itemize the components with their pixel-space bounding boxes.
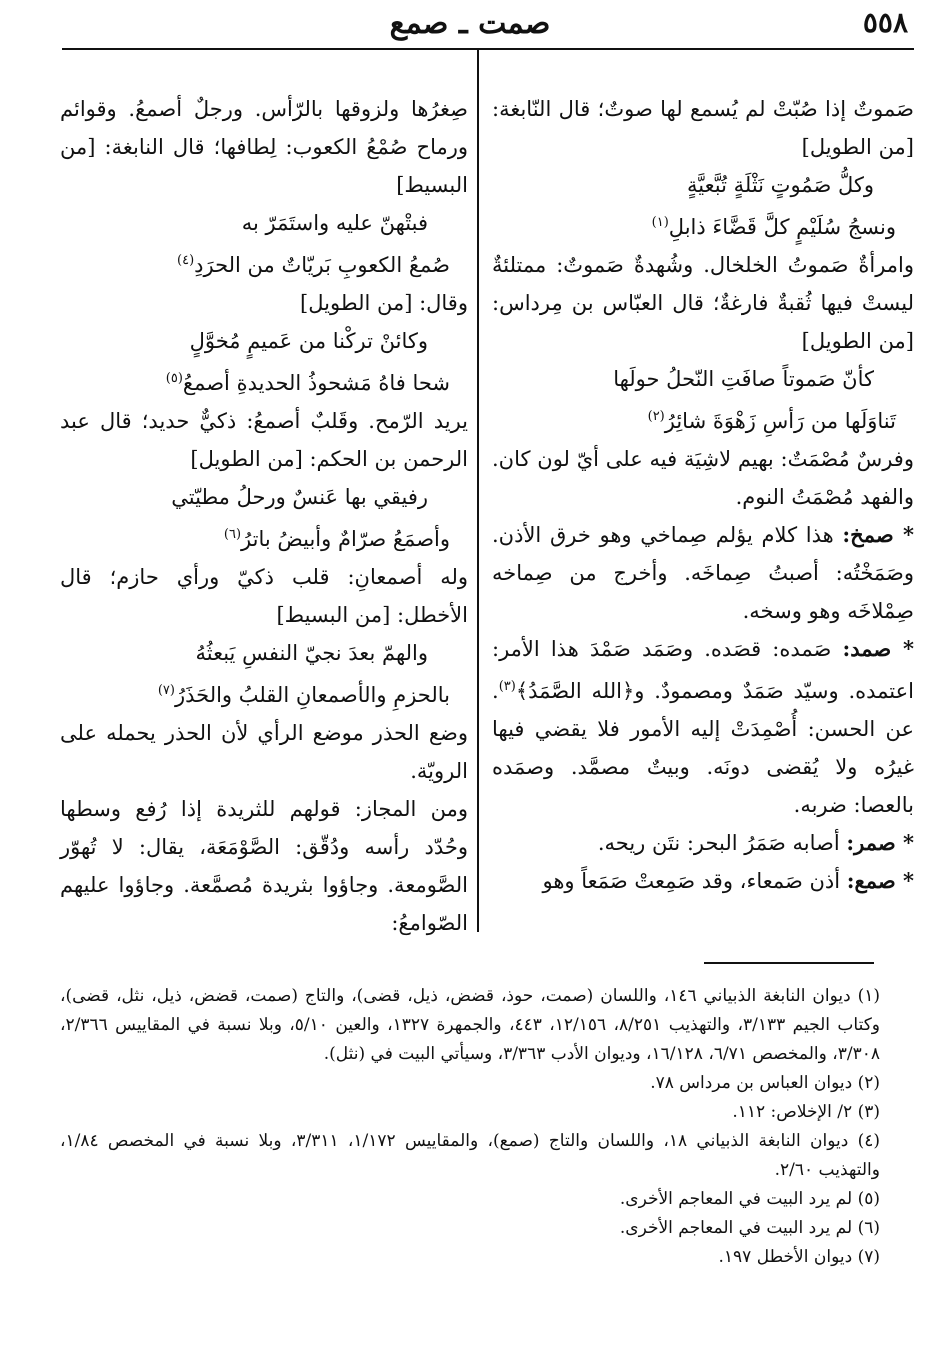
paragraph: وامرأةٌ صَموتُ الخلخال. وشُهدةٌ صَموتٌ: ممتلئةٌ ليستْ فيها ثُقبةٌ فارغةٌ؛ قال العبّاس بن مِرداس: [من الطويل]	[492, 253, 914, 353]
footnote-ref[interactable]: (١)	[651, 215, 669, 230]
left-column	[60, 90, 468, 942]
footnote: (٣) ٢/ الإخلاص: ١١٢.	[732, 1102, 880, 1122]
entry-samaa	[492, 862, 914, 900]
footnotes	[60, 982, 880, 1272]
paragraph: يريد الرّمح. وقَلبٌ أصمعُ: ذكيٌّ حديد؛ قال عبد الرحمن بن الحكم: [من الطويل]	[60, 409, 468, 471]
verse-line	[60, 516, 468, 558]
entry-headword: * صمد:	[842, 636, 914, 661]
footnote-ref[interactable]: (٤)	[177, 253, 195, 268]
footnote: (٥) لم يرد البيت في المعاجم الأخرى.	[619, 1189, 880, 1209]
verse-line: رفيقي بها عَنسٌ ورحلُ مطيّتي	[171, 485, 428, 509]
footnote-ref[interactable]: (٢)	[647, 409, 665, 424]
header-rule	[62, 48, 914, 50]
footnote: (٤) ديوان النابغة الذبياني ١٨، واللسان والتاج (صمع)، والمقاييس ١/١٧٢، ٣/٣١١، وبلا نسبة في المخصص ١/٨٤، والتهذيب ٢/٦٠.	[60, 1131, 880, 1180]
verse-text: ونسجُ سُلَيْمٍ كلَّ قَضَّاءَ ذابلِ	[668, 215, 896, 239]
footnote-ref[interactable]: (٦)	[223, 527, 242, 542]
verse-text: تَناوَلَها من رَأسِ زَهْوَةَ شائِرُ	[664, 409, 896, 433]
footnote: (٦) لم يرد البيت في المعاجم الأخرى.	[619, 1218, 880, 1238]
paragraph: صَموتٌ إذا صُبّتْ لم يُسمع لها صوتٌ؛ قال النّابغة: [من الطويل]	[492, 97, 914, 159]
entry-text: صَمده: قصَده. وصَمَد صَمْدَ هذا الأمر: اعتمده. وسيّد صَمَدٌ ومصمودٌ. و﴿الله الصَّمَدُ﴾	[492, 637, 914, 703]
verse-line: وكلُّ صَمُوتٍ نَثْلَةٍ تُبَّعيَّةٍ	[687, 173, 874, 197]
footnote: (١) ديوان النابغة الذبياني ١٤٦، واللسان (صمت، حوذ، قضض، ذيل، قضى)، والتاج (صمت، قضض، ذيل، نثل، قضى)، وكتاب الجيم ٣/١٣٣، والتهذيب ٨/٢٥١، ١٢/١٥٦، ٤٤٣، والجمهرة ١٣٢٧، والعين ٥/١٠، وبلا نسبة في المقاييس ٢/٣٦٦، ٣/٣٠٨، والمخصص ٦/٧١، ١٦/١٢٨، وديوان الأدب ٣/٣٦٣، وسيأتي البيت في (نثل).	[60, 986, 881, 1064]
verse-line	[60, 672, 468, 714]
verse-line	[492, 204, 914, 246]
verse-line: وكائنْ تركْنا من عَميمٍ مُخوَّلٍ	[189, 329, 428, 353]
footnote-separator	[704, 962, 874, 964]
verse-line	[492, 398, 914, 440]
paragraph: وفرسٌ مُصْمَتٌ: بهيم لاشِيَة فيه على أيّ لون كان. والفهد مُصْمَتُ النوم.	[492, 447, 914, 509]
entry-text: أذن صَمعاء، وقد صَمِعتْ صَمَعاً وهو	[542, 869, 841, 893]
paragraph: صِغرُها ولزوقها بالرّأس. ورجلٌ أصمعُ. وقوائم ورماح صُمْعُ الكعوب: لِطافها؛ قال النابغة: [من البسيط]	[60, 97, 468, 197]
footnote-ref[interactable]: (٥)	[165, 371, 183, 386]
paragraph: وضع الحذر موضع الرأي لأن الحذر يحمله على الرويّة.	[60, 721, 468, 783]
entry-samar	[492, 824, 914, 862]
entry-headword: * صمخ:	[842, 522, 915, 547]
running-title: صمت ـ صمع	[389, 6, 551, 41]
paragraph: وقال: [من الطويل]	[300, 291, 468, 315]
verse-text: شحا فاهُ مَشحوذُ الحديدةِ أصمعُ	[182, 371, 450, 395]
verse-text: صُمعُ الكعوبِ بَريّاتٌ من الحرَدِ	[194, 253, 450, 277]
verse-line: فبتْهنّ عليه واستَمَرّ به	[241, 211, 428, 235]
footnote: (٢) ديوان العباس بن مرداس ٧٨.	[650, 1073, 880, 1093]
entry-headword: * صمع:	[846, 868, 914, 893]
column-divider	[477, 50, 479, 932]
verse-text: وأصمَعُ صرّامٌ وأبيضُ باترُ	[241, 527, 450, 551]
entry-text: هذا كلام يؤلم صِماخي وهو خرق الأذن. وصَمَخْتُه: أصبتُ صِماخَه. وأخرج من صِماخه صِمْلاخَه وهو وسخه.	[492, 523, 914, 623]
paragraph: ومن المجاز: قولهم للثريدة إذا رُفع وسطها وحُدّد رأسه ودُقّق: الصَّوْمَعَة، يقال: لا تُهوّر الصَّومعة. وجاؤوا بثريدة مُصمَّعة. وجاؤوا عليهم الصّوامعُ:	[60, 797, 468, 935]
right-column	[492, 90, 914, 900]
verse-text: بالحزمِ والأصمعانِ القلبُ والحَذَرُ	[174, 683, 450, 707]
page-number: ٥٥٨	[862, 6, 908, 39]
verse-line: والهمّ بعدَ نجيّ النفسِ يَبعثُهُ	[195, 641, 428, 665]
footnote-ref[interactable]: (٧)	[157, 683, 175, 698]
paragraph: وله أصمعانِ: قلب ذكيّ ورأي حازم؛ قال الأخطل: [من البسيط]	[60, 565, 468, 627]
footnote: (٧) ديوان الأخطل ١٩٧.	[718, 1247, 880, 1267]
entry-text: . عن الحسن: أُصْمِدَتْ إليه الأمور فلا يقضي فيها غيرُه ولا يُقضى دونَه. وبيتٌ مصمَّد. وصمَده بالعصا: ضربه.	[492, 679, 914, 817]
verse-line	[60, 242, 468, 284]
entry-headword: * صمر:	[846, 830, 914, 855]
verse-line	[60, 360, 468, 402]
verse-line: كأنّ صَموتاً صافَتِ النّحلُ حولَها	[613, 367, 874, 391]
entry-samakh	[492, 516, 914, 630]
footnote-ref[interactable]: (٣)	[498, 679, 516, 694]
entry-text: أصابه صَمَرُ البحر: نتَن ريحه.	[597, 831, 840, 855]
entry-samad	[492, 630, 914, 824]
